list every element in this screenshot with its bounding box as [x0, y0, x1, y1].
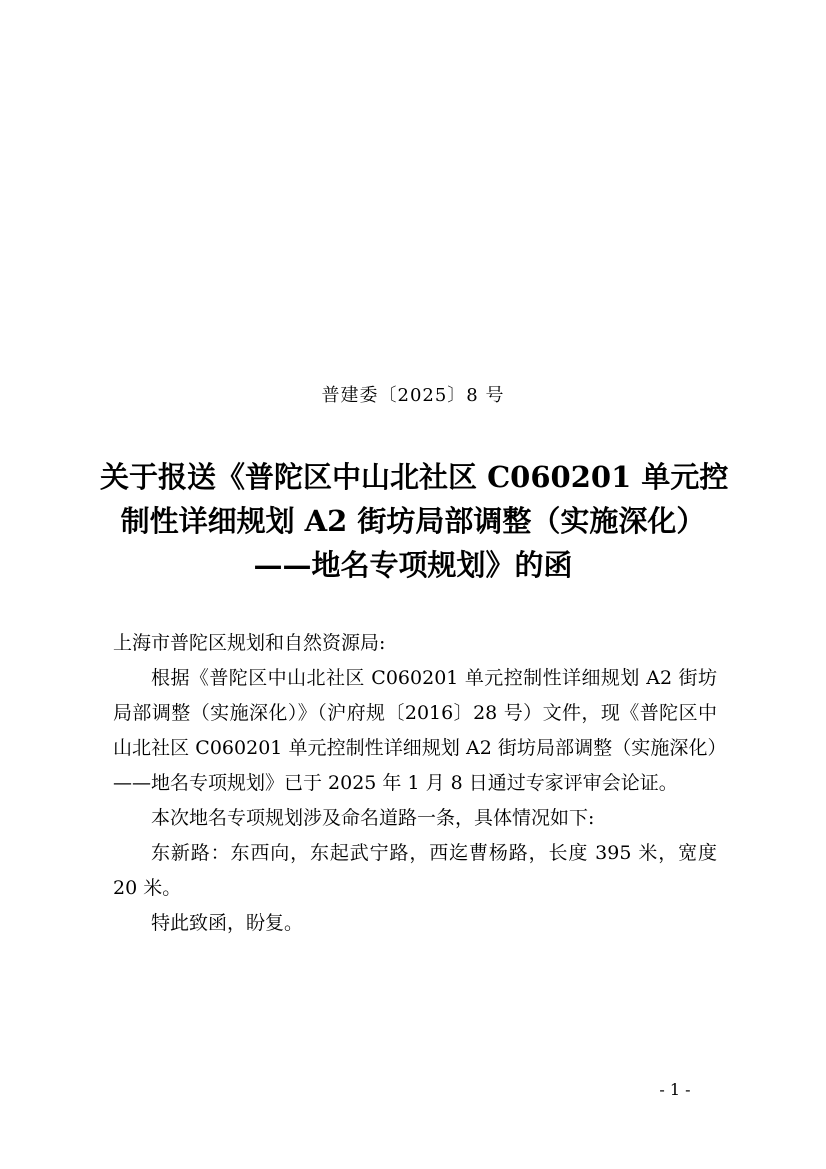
- document-title: [100, 455, 729, 587]
- document-number: 普建委〔2025〕8 号: [321, 385, 505, 406]
- recipient: 上海市普陀区规划和自然资源局:: [113, 632, 386, 654]
- paragraph-basis: 根据《普陀区中山北社区 C060201 单元控制性详细规划 A2 街坊局部调整（实施深化）》（沪府规〔2016〕28 号）文件，现《普陀区中山北社区 C060201 单元控制性详细规划 A2 街坊局部调整（实施深化）——地名专项规划》已于 2025 年 1 月 8 日通过专家评审会论证。: [113, 667, 717, 794]
- title-line-3: ——地名专项规划》的函: [253, 548, 573, 582]
- letter-body: [113, 626, 717, 941]
- paragraph-scope: 本次地名专项规划涉及命名道路一条，具体情况如下:: [151, 807, 595, 829]
- paragraph-closing: 特此致函，盼复。: [151, 912, 304, 934]
- title-line-1: 关于报送《普陀区中山北社区 C060201 单元控: [100, 460, 729, 494]
- paragraph-road-details: 东新路：东西向，东起武宁路，西迄曹杨路，长度 395 米，宽度 20 米。: [113, 842, 717, 899]
- title-line-2: 制性详细规划 A2 街坊局部调整（实施深化）: [120, 504, 706, 538]
- page-number: - 1 -: [659, 1080, 691, 1099]
